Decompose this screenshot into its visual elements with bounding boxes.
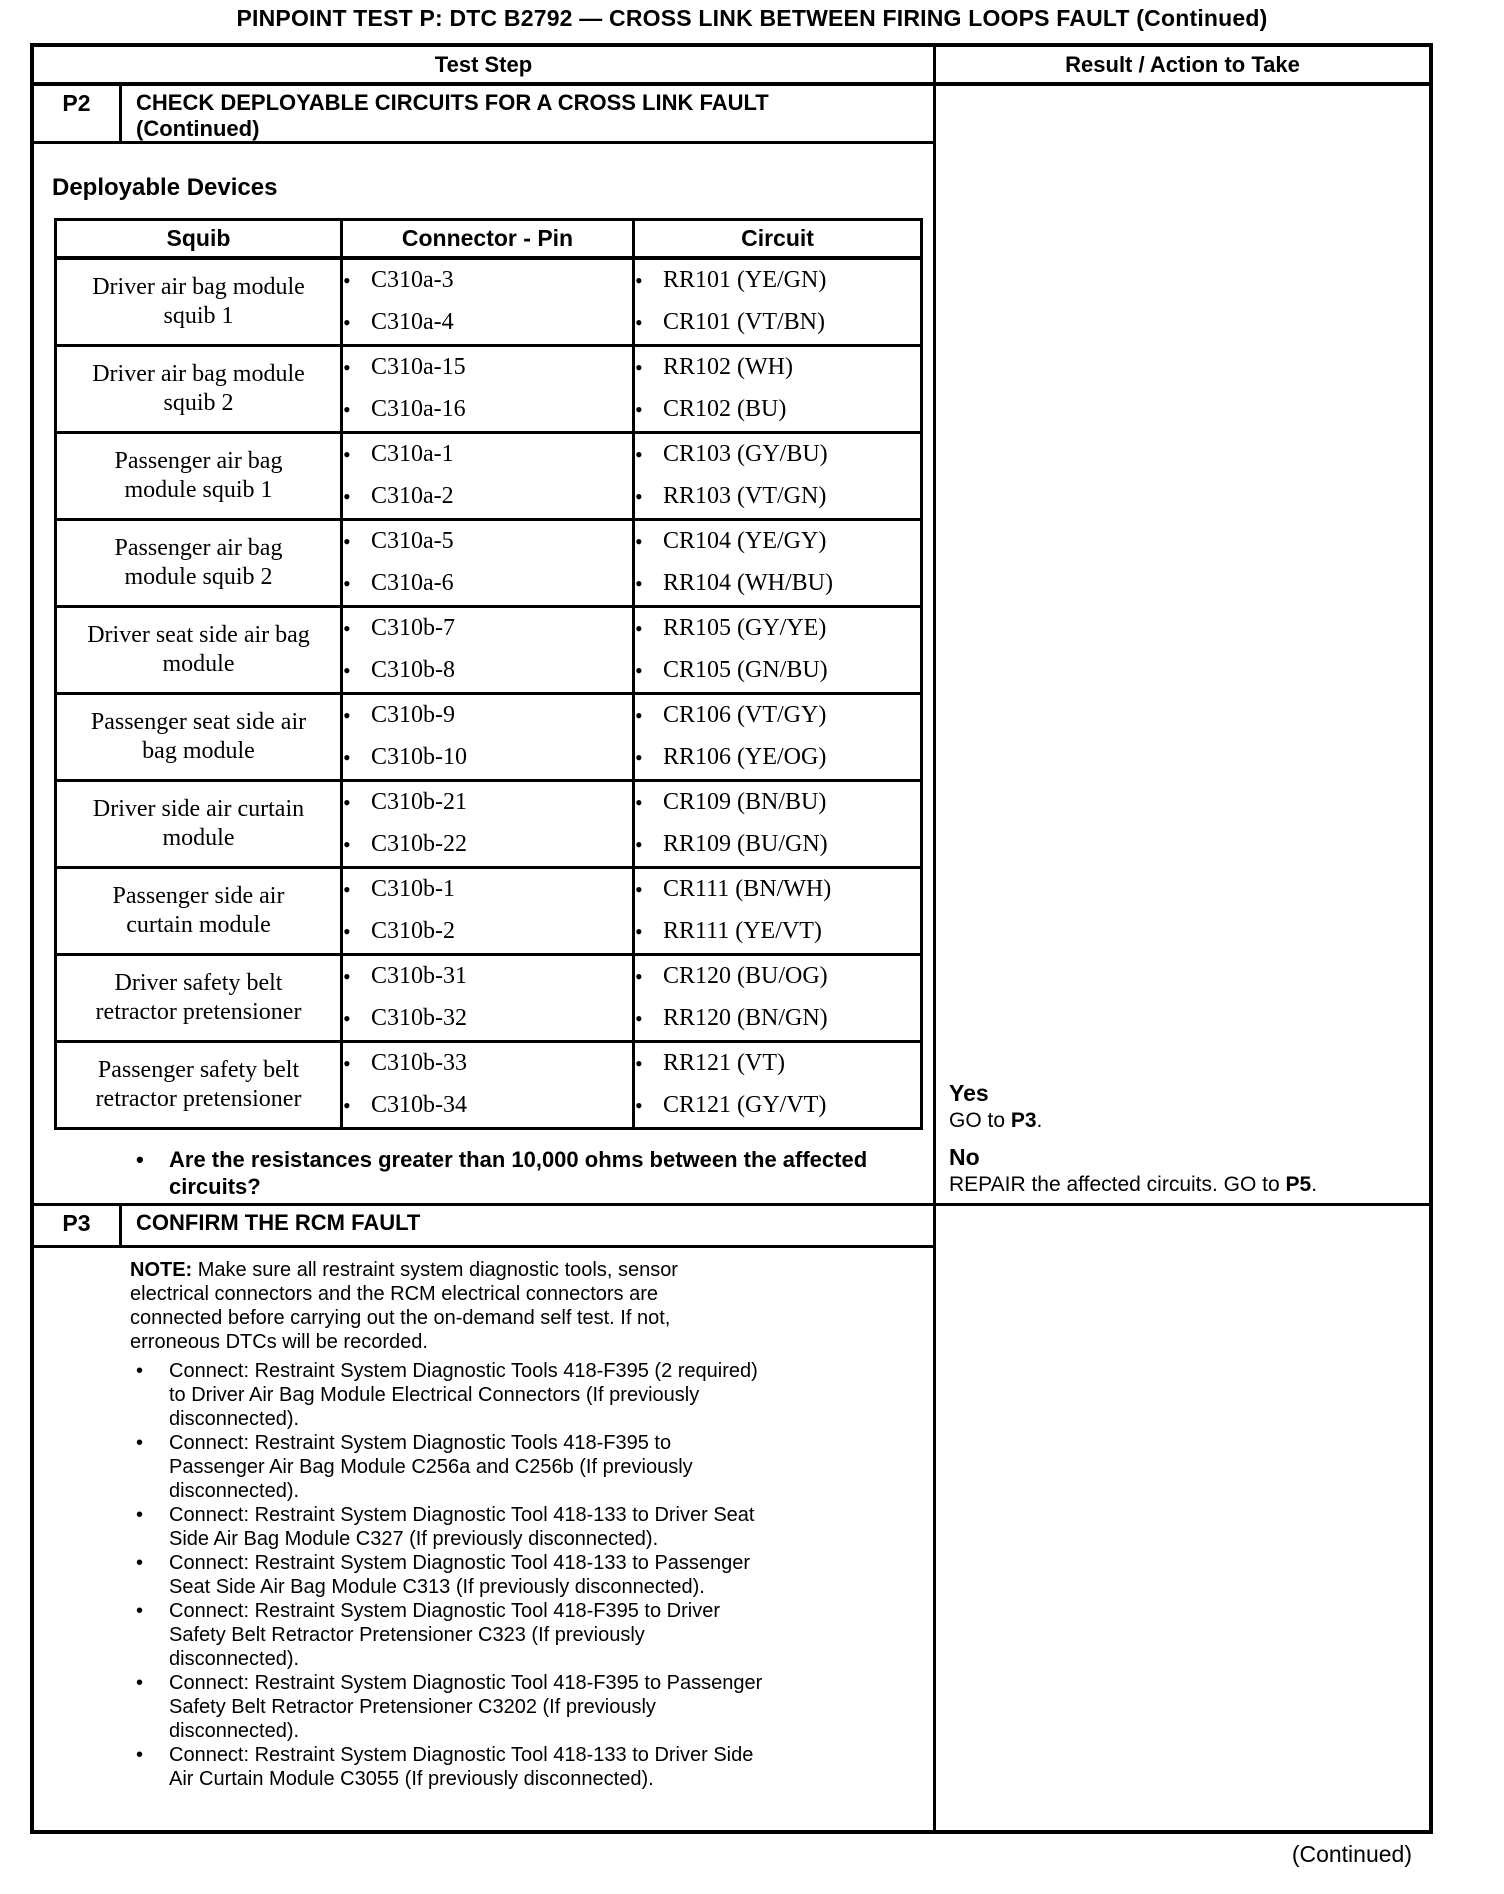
squib-cell: Driver air bag module squib 2: [56, 345, 342, 432]
squib-table-row: [56, 519, 922, 606]
connector-pin-cell: • C310a-3 • C310a-4: [342, 258, 634, 346]
connector-pin-cell: • C310a-15 • C310a-16: [342, 345, 634, 432]
bullet-icon: •: [635, 702, 643, 728]
bullet-icon: •: [635, 657, 643, 683]
squib-cell: Passenger side air curtain module: [56, 867, 342, 954]
bullet-icon: •: [343, 702, 351, 728]
squib-table-row: [56, 867, 922, 954]
test-question-text: Are the resistances greater than 10,000 ohms between the affected circuits?: [169, 1146, 868, 1199]
step-reference: P3: [1010, 1109, 1037, 1132]
squib-cell: Passenger seat side air bag module: [56, 693, 342, 780]
bullet-icon: •: [136, 1552, 144, 1574]
circuit-cell: • CR109 (BN/BU) • RR109 (BU/GN): [634, 780, 922, 867]
note-label: NOTE:: [130, 1259, 193, 1281]
list-item: • Connect: Restraint System Diagnostic Tool 418-F395 to Driver Safety Belt Retractor Pretensioner C323 (If previously disconnected).: [136, 1600, 720, 1670]
bullet-icon: •: [635, 354, 643, 380]
result-block: [949, 1080, 1317, 1198]
pinpoint-test-table: [30, 43, 1433, 1834]
bullet-icon: •: [136, 1432, 144, 1454]
result-no-label: No: [949, 1144, 980, 1170]
list-item: • Connect: Restraint System Diagnostic Tools 418-F395 to Passenger Air Bag Module C256a and C256b (If previously disconnected).: [136, 1432, 693, 1502]
column-header-test-step: Test Step: [34, 47, 936, 82]
step-p2-result-cell: [936, 86, 1429, 1203]
result-yes-label: Yes: [949, 1080, 989, 1106]
result-no-action: REPAIR the affected circuits. GO to P5.: [949, 1173, 1318, 1196]
step-p3-row: [34, 1206, 1429, 1830]
list-item: • Connect: Restraint System Diagnostic Tool 418-133 to Driver Seat Side Air Bag Module C327 (If previously disconnected).: [136, 1504, 755, 1550]
step-id-p2: P2: [34, 86, 122, 141]
squib-table-row: [56, 954, 922, 1041]
bullet-icon: •: [136, 1360, 144, 1382]
bullet-icon: •: [343, 615, 351, 641]
bullet-icon: •: [635, 483, 643, 509]
bullet-icon: •: [635, 267, 643, 293]
step-p2-header-band: [34, 86, 933, 144]
squib-table-header-row: [56, 220, 922, 258]
circuit-cell: • CR104 (YE/GY) • RR104 (WH/BU): [634, 519, 922, 606]
bullet-icon: •: [635, 441, 643, 467]
step-p2-row: [34, 86, 1429, 1206]
squib-cell: Driver air bag module squib 1: [56, 258, 342, 346]
step-p3-header-band: [34, 1206, 933, 1248]
bullet-icon: •: [343, 1092, 351, 1118]
squib-table-row: [56, 258, 922, 346]
bullet-icon: •: [635, 963, 643, 989]
table-header-row: [34, 47, 1429, 86]
circuit-cell: • RR105 (GY/YE) • CR105 (GN/BU): [634, 606, 922, 693]
bullet-icon: •: [343, 918, 351, 944]
bullet-icon: •: [343, 441, 351, 467]
circuit-cell: • CR111 (BN/WH) • RR111 (YE/VT): [634, 867, 922, 954]
connector-pin-cell: • C310a-5 • C310a-6: [342, 519, 634, 606]
squib-table: [54, 218, 923, 1130]
result-yes-action: GO to P3.: [949, 1109, 1043, 1132]
circuit-cell: • RR121 (VT) • CR121 (GY/VT): [634, 1041, 922, 1128]
squib-table-row: [56, 345, 922, 432]
circuit-cell: • RR101 (YE/GN) • CR101 (VT/BN): [634, 258, 922, 346]
squib-table-row: [56, 432, 922, 519]
list-item: • Connect: Restraint System Diagnostic Tool 418-F395 to Passenger Safety Belt Retractor Pretensioner C3202 (If previously disconnected).: [136, 1672, 763, 1742]
bullet-icon: •: [343, 831, 351, 857]
circuit-cell: • CR106 (VT/GY) • RR106 (YE/OG): [634, 693, 922, 780]
step-p3-test-step-cell: [34, 1206, 936, 1830]
circuit-cell: • CR120 (BU/OG) • RR120 (BN/GN): [634, 954, 922, 1041]
bullet-icon: •: [343, 963, 351, 989]
connector-pin-cell: • C310b-9 • C310b-10: [342, 693, 634, 780]
bullet-icon: •: [343, 744, 351, 770]
squib-table-row: [56, 1041, 922, 1128]
step-p2-title: CHECK DEPLOYABLE CIRCUITS FOR A CROSS LINK FAULT (Continued): [136, 90, 769, 141]
bullet-icon: •: [136, 1672, 144, 1694]
squib-cell: Passenger safety belt retractor pretensioner: [56, 1041, 342, 1128]
connector-pin-cell: • C310a-1 • C310a-2: [342, 432, 634, 519]
squib-table-row: [56, 693, 922, 780]
connector-pin-cell: • C310b-21 • C310b-22: [342, 780, 634, 867]
step-id-p3: P3: [34, 1206, 122, 1245]
list-item: • Connect: Restraint System Diagnostic Tool 418-133 to Passenger Seat Side Air Bag Module C313 (If previously disconnected).: [136, 1552, 751, 1598]
bullet-icon: •: [343, 396, 351, 422]
bullet-icon: •: [343, 1005, 351, 1031]
circuit-cell: • CR103 (GY/BU) • RR103 (VT/GN): [634, 432, 922, 519]
footer-continued: (Continued): [1291, 1841, 1412, 1867]
bullet-icon: •: [635, 744, 643, 770]
squib-cell: Driver seat side air bag module: [56, 606, 342, 693]
bullet-icon: •: [136, 1600, 144, 1622]
bullet-icon: •: [635, 1050, 643, 1076]
bullet-icon: •: [635, 789, 643, 815]
squib-cell: Passenger air bag module squib 2: [56, 519, 342, 606]
bullet-icon: •: [136, 1146, 144, 1172]
bullet-icon: •: [136, 1744, 144, 1766]
bullet-icon: •: [136, 1504, 144, 1526]
bullet-icon: •: [343, 570, 351, 596]
connector-pin-column-header: Connector - Pin: [342, 220, 634, 258]
test-question: [136, 1146, 933, 1200]
connector-pin-cell: • C310b-7 • C310b-8: [342, 606, 634, 693]
bullet-icon: •: [343, 657, 351, 683]
bullet-icon: •: [635, 396, 643, 422]
bullet-icon: •: [635, 309, 643, 335]
connector-pin-cell: • C310b-1 • C310b-2: [342, 867, 634, 954]
circuit-column-header: Circuit: [634, 220, 922, 258]
bullet-icon: •: [635, 1092, 643, 1118]
bullet-icon: •: [635, 528, 643, 554]
bullet-icon: •: [343, 876, 351, 902]
bullet-icon: •: [635, 570, 643, 596]
bullet-icon: •: [343, 354, 351, 380]
list-item: • Connect: Restraint System Diagnostic Tool 418-133 to Driver Side Air Curtain Module C3055 (If previously disconnected).: [136, 1744, 754, 1790]
connector-pin-cell: • C310b-33 • C310b-34: [342, 1041, 634, 1128]
squib-column-header: Squib: [56, 220, 342, 258]
bullet-icon: •: [635, 1005, 643, 1031]
bullet-icon: •: [635, 615, 643, 641]
squib-table-row: [56, 780, 922, 867]
page-title: PINPOINT TEST P: DTC B2792 — CROSS LINK BETWEEN FIRING LOOPS FAULT (Continued): [236, 5, 1268, 31]
bullet-icon: •: [635, 918, 643, 944]
bullet-icon: •: [343, 483, 351, 509]
bullet-icon: •: [635, 876, 643, 902]
note-text: Make sure all restraint system diagnostic tools, sensor electrical connectors and the RCM electrical connectors are connected before carrying out the on-demand self test. If not, erroneous DTCs will be recorded.: [130, 1259, 678, 1353]
step-reference: P5: [1285, 1173, 1312, 1196]
squib-cell: Passenger air bag module squib 1: [56, 432, 342, 519]
result-gap: [949, 1134, 1317, 1144]
connect-instructions-list: [34, 1359, 933, 1791]
circuit-cell: • RR102 (WH) • CR102 (BU): [634, 345, 922, 432]
column-header-result: Result / Action to Take: [1065, 51, 1300, 77]
note-paragraph: [130, 1258, 742, 1354]
step-p3-result-cell: [936, 1206, 1429, 1830]
squib-cell: Driver side air curtain module: [56, 780, 342, 867]
step-p3-title: CONFIRM THE RCM FAULT: [136, 1210, 421, 1235]
connector-pin-cell: • C310b-31 • C310b-32: [342, 954, 634, 1041]
step-p2-test-step-cell: [34, 86, 936, 1203]
bullet-icon: •: [343, 528, 351, 554]
bullet-icon: •: [343, 789, 351, 815]
list-item: • Connect: Restraint System Diagnostic Tools 418-F395 (2 required) to Driver Air Bag Module Electrical Connectors (If previously disconnected).: [136, 1360, 758, 1430]
deployable-devices-heading: Deployable Devices: [52, 174, 278, 201]
bullet-icon: •: [635, 831, 643, 857]
squib-cell: Driver safety belt retractor pretensioner: [56, 954, 342, 1041]
bullet-icon: •: [343, 267, 351, 293]
squib-table-row: [56, 606, 922, 693]
bullet-icon: •: [343, 1050, 351, 1076]
bullet-icon: •: [343, 309, 351, 335]
